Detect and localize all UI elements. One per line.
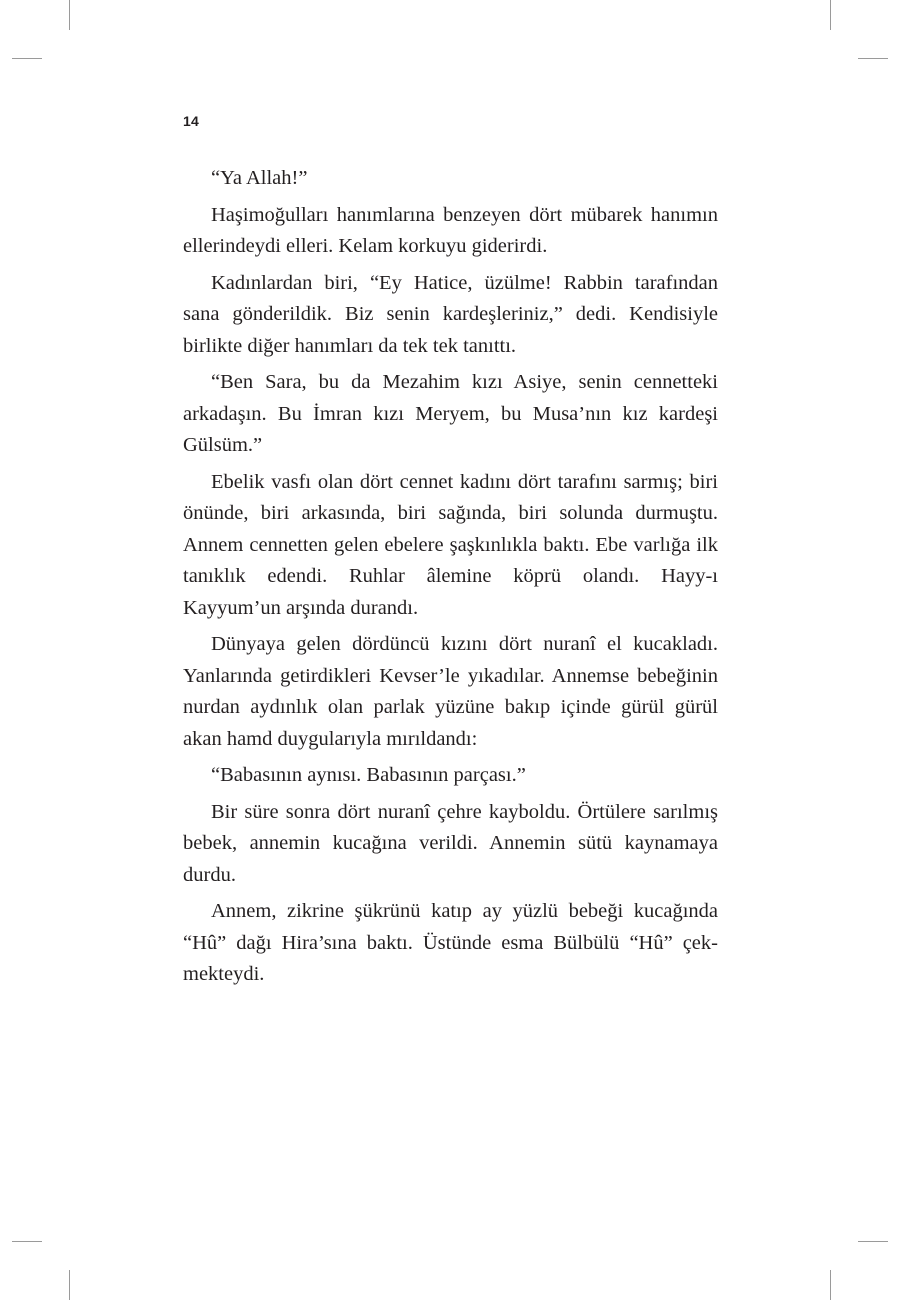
paragraph: “Ben Sara, bu da Mezahim kızı Asiye, senin cennetteki arkadaşın. Bu İmran kızı Meryem, bu Musa’nın kız kardeşi Gülsüm.” (183, 371, 718, 456)
crop-mark-top-left (69, 0, 70, 30)
paragraph: “Ya Allah!” (211, 167, 308, 189)
paragraph: “Babasının aynısı. Babasının parçası.” (211, 764, 526, 786)
paragraph: Kadınlardan biri, “Ey Hatice, üzülme! Rabbin tarafından sana gönderildik. Biz senin kardeşleriniz,” dedi. Kendisiyle birlikte diğer hanımları da tek tek tanıttı. (183, 271, 718, 357)
crop-mark-right-bottom (858, 1241, 888, 1242)
page-number: 14 (183, 113, 199, 129)
crop-mark-bottom-left (69, 1270, 70, 1300)
paragraph: Haşimoğulları hanımlarına benzeyen dört mübarek hanımın ellerindeydi elleri. Kelam korkuyu giderirdi. (183, 203, 718, 257)
crop-mark-left-bottom (12, 1241, 42, 1242)
paragraph: Dünyaya gelen dördüncü kızını dört nuranî el kucakladı. Yanlarında getirdikleri Kevser’le yıkadılar. Annemse bebeğinin nurdan aydınlık olan parlak yüzüne bakıp içinde gürül gürül akan hamd duygularıyla mırıldandı: (183, 633, 718, 750)
crop-mark-right-top (858, 58, 888, 59)
crop-mark-bottom-right (830, 1270, 831, 1300)
paragraph: Bir süre sonra dört nuranî çehre kayboldu. Örtülere sarılmış bebek, annemin kucağına verildi. Annemin sütü kaynamaya durdu. (183, 800, 718, 886)
crop-mark-left-top (12, 58, 42, 59)
paragraph: Ebelik vasfı olan dört cennet kadını dört tarafını sarmış; biri önünde, biri arkasında, biri sağında, biri solunda durmuştu. Annem cennetten gelen ebelere şaşkınlıkla baktı. Ebe varlığa ilk tanıklık edendi. Ruhlar âlemine köprü olandı. Hayy-ı Kayyum’un arşında durandı. (183, 470, 718, 619)
body-text (183, 163, 718, 996)
paragraph: Annem, zikrine şükrünü katıp ay yüzlü bebeği kucağında “Hû” dağı Hira’sına baktı. Üstünde esma Bülbülü “Hû” çekmekteydi. (183, 900, 718, 985)
crop-mark-top-right (830, 0, 831, 30)
